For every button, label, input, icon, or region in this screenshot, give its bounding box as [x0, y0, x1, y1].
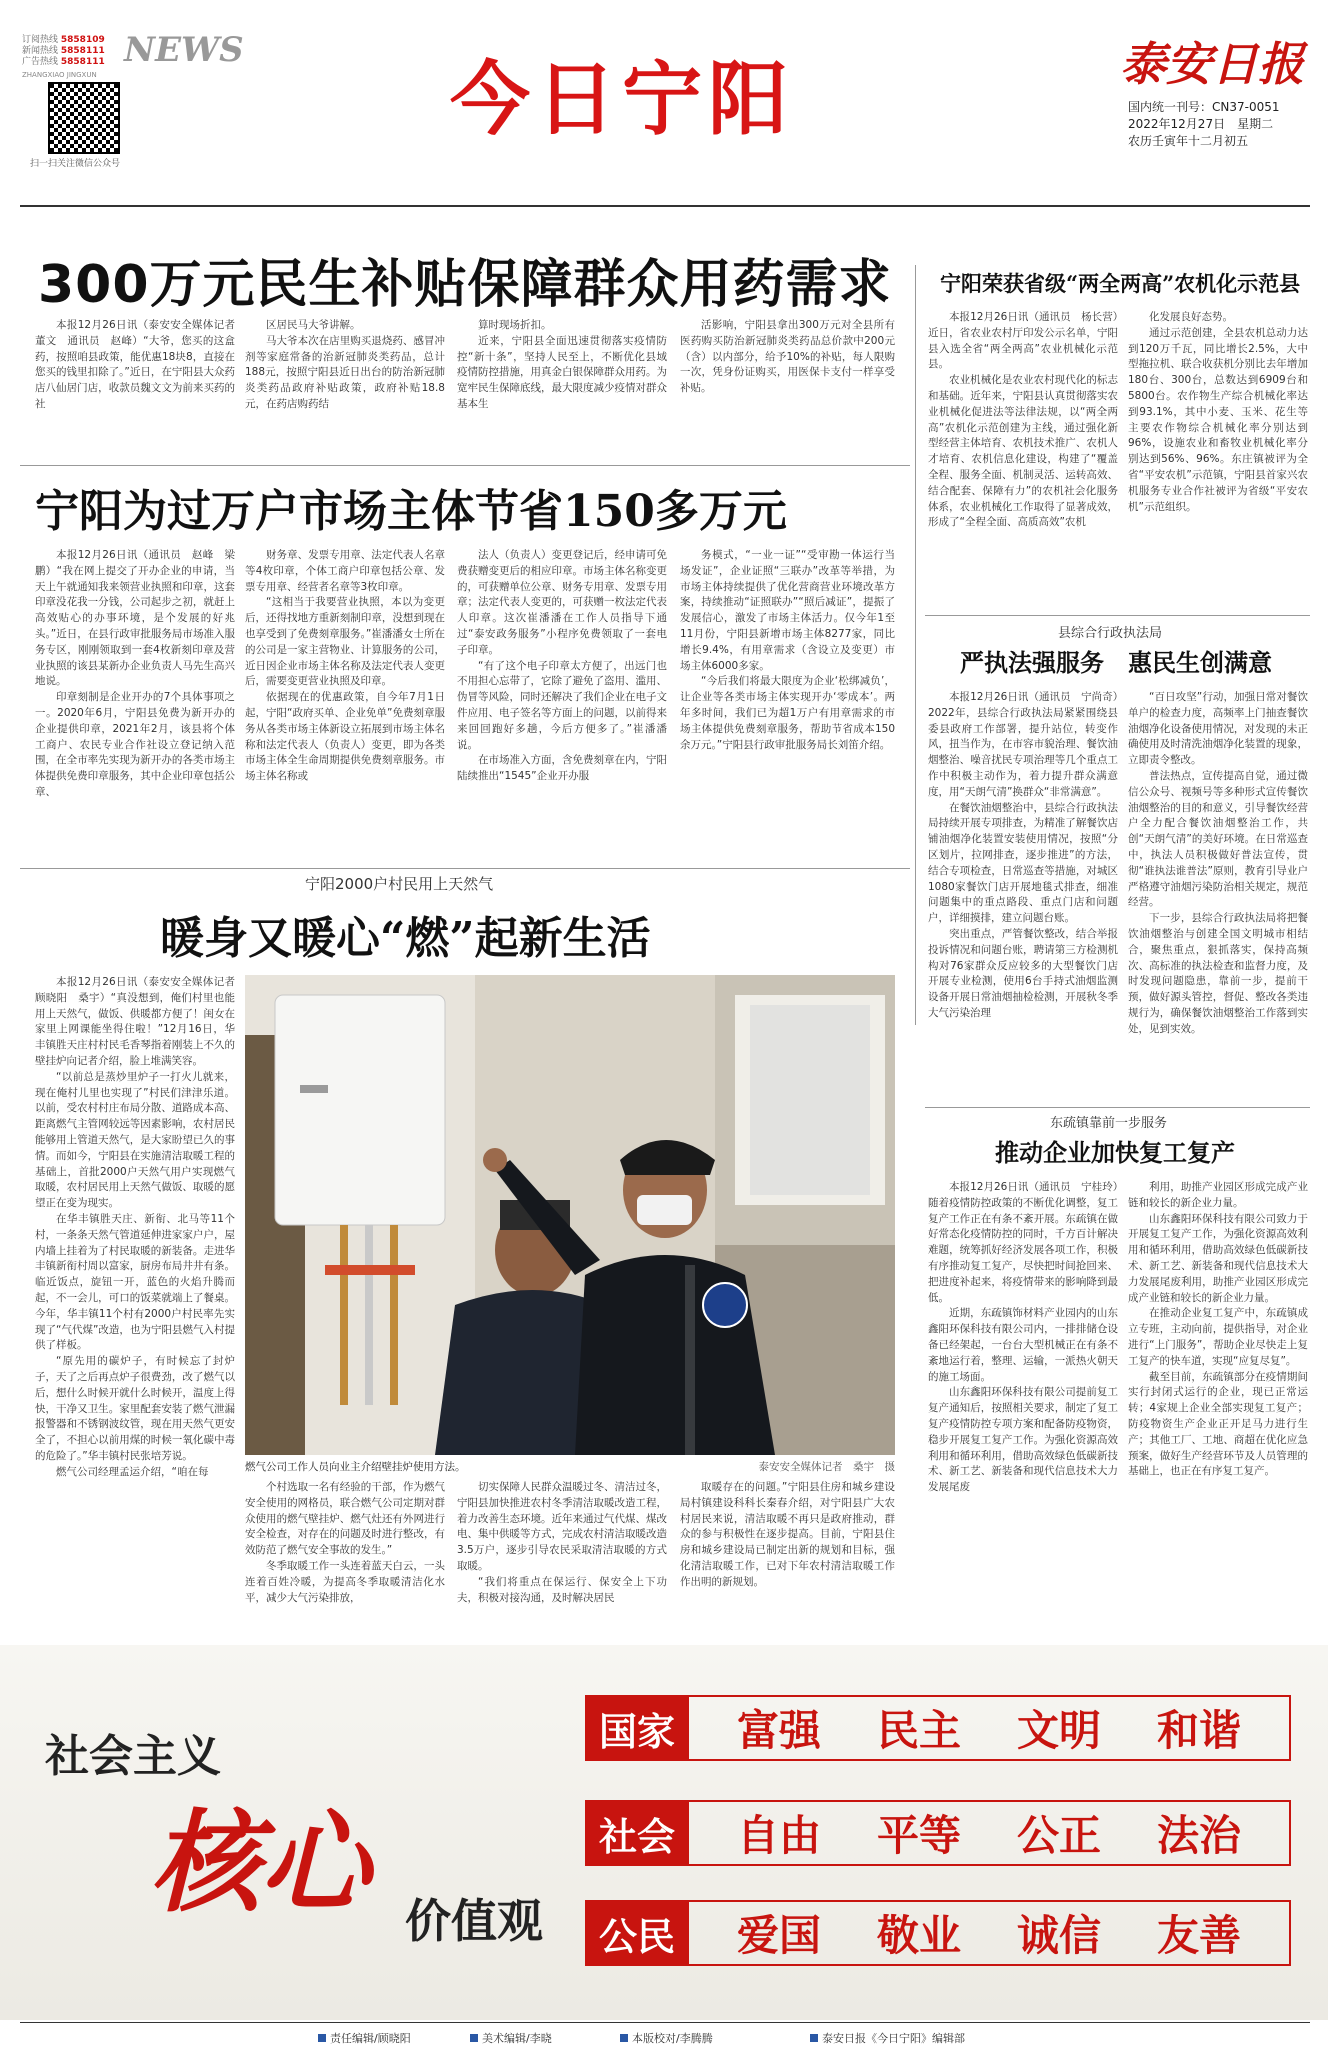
article-column: 本报12月26日讯（通讯员 宁桂玲）随着疫情防控政策的不断优化调整，复工复产工作正在有条不紊开展。东疏镇在做好常态化疫情防控的同时，千方百计解决难题，统筹抓好经济发展各项工作，积极有序推动复工复产，尽快把时间抢回来、把进度补起来，将疫情带来的影响降到最低。 近期，东疏镇饰材料产业园内的山东鑫阳环保科技有限公司内，一排排储仓设备已经架起，一台台大型机械正在有条不紊地运行着，整理、运输，一派热火朝天的施工场面。 山东鑫阳环保科技有限公司提前复工复产通知后，按照相关要求，制定了复工复产疫情防控专项方案和配备防疫物资，稳步开展复工复产工作。为强化资源高效利用和循环利用，借助高效绿色低碳新技术、新工艺、新装备和现代信息技术大力发展尾废: [928, 1181, 1118, 1494]
headline: 宁阳荣获省级“两全两高”农机化示范县: [940, 271, 1301, 296]
section-divider: [20, 465, 910, 466]
photo-caption: [245, 1459, 895, 1474]
article-column: 算时现场折扣。 近来，宁阳县全面迅速贯彻落实疫情防控“新十条”，坚持人民至上，不断优化县域疫情防控措施，用真金白银保障群众用药。为宽牢民生保障底线，最大限度减少疫情对群众基本生: [457, 319, 667, 410]
square-icon: [470, 2034, 478, 2042]
footer-credit: [318, 2030, 411, 2046]
cn-number: 国内统一刊号：CN37-0051: [1128, 100, 1280, 114]
banner-title-core: 核心: [150, 1798, 370, 1927]
footer-credit: [470, 2030, 552, 2046]
article-column: 务模式，“一业一证”“受审勘一体运行当场发证”，企业证照“三联办”改革等举措，为市场主体持续提供了优化营商营业环境改革方案，持续推动“证照联办”“照后减证”，提振了发展信心，激发了市场主体活力。仅今年1至11月份，宁阳县新增市场主体8277家，同比增长9.4%，有用章需求（含设立及变更）市场主体6000多家。 “今后我们将最大限度为企业‘松绑减负’，让企业等各类市场主体实现开办‘零成本’。两年多时间，我们已为超1万户有用章需求的市场主体提供免费刻章服务，帮助节省成本150余万元。”宁阳县行政审批服务局长刘笛介绍。: [680, 549, 895, 751]
article-column: 本报12月26日讯（通讯员 宁尚奇）2022年，县综合行政执法局紧紧围绕县委县政府工作部署，提升站位，转变作风，扭当作为，在市容市貌治理、餐饮油烟整治、噪音扰民专项治理等几个重点工作中积极主动作为，着力提升群众满意度，用“天朗气清”换群众“非常满意”。 在餐饮油烟整治中，县综合行政执法局持续开展专项排查，为精准了解餐饮店铺油烟净化装置安装使用情况，按照“分区划片，拉网排查，逐步推进”的方法，结合专项检查，日常巡查等措施，对城区1080家餐饮门店开展地毯式排查，细准问题集中的重点路段、重点门店和问题户，详细摸排，建立问题台账。 突出重点，严管餐饮整改，结合举报投诉情况和问题台账，聘请第三方检测机构对76家群众反应较多的大型餐饮门店开展专业检测，使用6台手持式油烟监测设备开展日常油烟抽检检测，开展秋冬季大气污染治理: [928, 691, 1118, 1019]
section-title: 今日宁阳: [450, 52, 794, 146]
banner-title-top: 社会主义: [45, 1731, 221, 1782]
article-column: 区居民马大爷讲解。 马大爷本次在店里购买退烧药、感冒冲剂等家庭常备的治新冠肺炎类药品，总计188元，按照宁阳县近日出台的防治新冠肺炎类药品政府补贴政策，政府补贴18.8元，在药店购药结: [245, 319, 445, 410]
values-banner: [0, 1645, 1328, 2020]
headline: 推动企业加快复工复产: [995, 1138, 1235, 1167]
value-item: 诚信: [1016, 1911, 1101, 1960]
value-item: 爱国: [736, 1911, 821, 1960]
section-divider: [925, 1107, 1310, 1108]
hotline-number: 5858111: [60, 46, 105, 56]
values-tag: 公民: [585, 1900, 689, 1966]
banner-title-bottom: 价值观: [405, 1894, 543, 1948]
article-column: 利用，助推产业园区形成完成产业链和较长的新企业力量。 山东鑫阳环保科技有限公司致力于开展复工复产工作，为强化资源高效利用和循环利用，借助高效绿色低碳新技术、新工艺、新装备和现代信息技术大力发展尾废利用，助推产业园区形成完成产业链和较长的新企业力量。 在推动企业复工复产中，东疏镇成立专班，主动向前，提供指导，对企业进行“上门服务”，帮助企业尽快走上复工复产的快车道，实现“应复尽复”。 截至目前，东疏镇部分在疫情期间实行封闭式运行的企业，现已正常运转；4家规上企业全部实现复工复产；防疫物资生产企业正开足马力进行生产；其他工厂、工地、商超在优化应急预案，做好生产经营环节及人员管理的基础上，也正在有序复工复产。: [1128, 1181, 1308, 1478]
square-icon: [810, 2034, 818, 2042]
news-sub: ZHANGXIAO JINGXUN: [22, 71, 97, 79]
kicker: 东疏镇靠前一步服务: [1050, 1116, 1168, 1131]
values-box: [689, 1800, 1291, 1866]
square-icon: [620, 2034, 628, 2042]
section-divider: [925, 615, 1310, 616]
value-item: 公正: [1016, 1811, 1101, 1860]
value-item: 法治: [1156, 1811, 1241, 1860]
article-column: 本报12月26日讯（通讯员 杨长营）近日，省农业农村厅印发公示名单，宁阳县入选全省“两全两高”农业机械化示范县。 农业机械化是农业农村现代化的标志和基础。近年来，宁阳县认真贯彻落实农业机械化促进法等法律法规，以“两全两高”农机化示范创建为主线，通过强化新型经营主体培育、农机技术推广、农机人才培育、农机信息化建设，构建了“覆盖全程、服务全面、机制灵活、运转高效、结合配套、保障有力”的农机社会化服务体系，农业机械化工作取得了显著成效，形成了“全程全面、高质高效”农机: [928, 311, 1118, 529]
hotline-label: 订阅热线: [22, 35, 59, 45]
values-row-society: [585, 1800, 1291, 1866]
footer-text: 美术编辑/李晓: [482, 2032, 552, 2045]
news-photo: [245, 975, 895, 1455]
section-divider: [20, 868, 910, 869]
footer-text: 泰安日报《今日宁阳》编辑部: [822, 2032, 965, 2045]
news-mark: NEWS: [124, 30, 244, 70]
headline: 严执法强服务 惠民生创满意: [960, 648, 1272, 677]
value-item: 和谐: [1156, 1706, 1241, 1755]
qr-caption: 扫一扫关注微信公众号: [30, 159, 121, 169]
issue-date: 2022年12月27日 星期二: [1128, 117, 1274, 131]
qr-code-icon: [48, 82, 120, 154]
article-column: “百日攻坚”行动，加强日常对餐饮单户的检查力度，高频率上门抽查餐饮油烟净化设备使用情况，对发现的未正确使用及时清洗油烟净化装置的现象，立即责令整改。 普法热点，宣传提高自觉，通过微信公众号、视频号等多种形式宣传餐饮油烟整治的目的和意义，引导餐饮经营户全力配合餐饮油烟整治工作，共创“天朗气清”的美好环境。在日常巡查中，执法人员积极做好普法宣传，贯彻“谁执法谁普法”原则，教育引导业户严格遵守油烟污染防治相关规定，规范经营。 下一步，县综合行政执法局将把餐饮油烟整治与创建全国文明城市相结合，聚焦重点，狠抓落实，保持高频次、高标准的执法检查和监督力度，及时发现问题隐患，靠前一步，提前干预，做好源头管控，督促、整改各类违规行为，确保餐饮油烟整治工作落到实处，见到实效。: [1128, 691, 1308, 1035]
photo-illustration: [245, 975, 895, 1455]
article-column: 法人（负责人）变更登记后，经申请可免费获赠变更后的相应印章。市场主体名称变更的，可获赠单位公章、财务专用章、发票专用章；法定代表人变更的，可获赠一枚法定代表人印章。这次崔潘潘在工作人员指导下通过“泰安政务服务”小程序免费领取了一套电子印章。 “有了这个电子印章太方便了，出远门也不用担心忘带了，它除了避免了盗用、滥用、伪冒等风险，同时还解决了我们企业在电子文件应用、电子签名等方面上的问题，以前得来来回回跑好多趟，今后方便多了。”崔潘潘说。 在市场准入方面，含免费刻章在内，宁阳陆续推出“1545”企业开办服: [457, 549, 667, 783]
square-icon: [318, 2034, 326, 2042]
value-item: 友善: [1156, 1911, 1241, 1960]
values-box: [689, 1695, 1291, 1761]
values-tag: 社会: [585, 1800, 689, 1866]
masthead-rule: [20, 205, 1310, 207]
photo-credit: 泰安安全媒体记者 桑宇 摄: [758, 1461, 895, 1473]
article-column: 化发展良好态势。 通过示范创建，全县农机总动力达到120万千瓦，同比增长2.5%，大中型拖拉机、联合收获机分别比去年增加180台、300台，总数达到6909台和5800台。农作物生产综合机械化率达到93.1%，其中小麦、玉米、花生等主要农作物综合机械化率分别达到96%，设施农业和畜牧业机械化率分别达到56%、96%。东庄镇被评为全省“平安农机”示范镇，宁阳县首家兴农机服务专业合作社被评为省级“平安农机”示范组织。: [1128, 311, 1308, 513]
article-column: 本报12月26日讯（泰安安全媒体记者 董文 通讯员 赵峰）“大爷，您买的这盒药，按照咱县政策，能优惠18块8，直接在您买的钱里扣除了。”近日，在宁阳县大众药店八仙居门店，收款员魏文文为前来买药的社: [35, 319, 246, 410]
footer-rule: [20, 2022, 1310, 2023]
article-column: 本报12月26日讯（通讯员 赵峰 梁鹏）“我在网上提交了开办企业的申请，当天上午就通知我来领营业执照和印章，这套印章没花我一分钱，公司起步之初，就赶上高效贴心的办事环境，是个发展的好兆头。”近日，在县行政审批服务局市场准入服务专区，刚刚领取到一套4枚新刻印章及营业执照的该县某新办企业负责人马先生高兴地说。 印章刻制是企业开办的7个具体事项之一。2020年6月，宁阳县免费为新开办的企业提供印章，2021年2月，该县将个体工商户、农民专业合作社设立登记纳入范围，在全市率先实现为新开办的各类市场主体提供免费印章服务，其中企业印章包括公章、: [35, 549, 235, 798]
column-divider: [915, 265, 916, 1025]
values-row-citizen: [585, 1900, 1291, 1966]
article-column: 切实保障人民群众温暖过冬、清洁过冬，宁阳县加快推进农村冬季清洁取暖改造工程，着力改善生态环境。近年来通过气代煤、煤改电、集中供暖等方式，完成农村清洁取暖改造3.5万户，逐步引导农民采取清洁取暖的方式取暖。 “我们将重点在保运行、保安全上下功夫，积极对接沟通，及时解决居民: [457, 1481, 667, 1604]
footer-credit: [810, 2030, 965, 2046]
footer-text: 责任编辑/顾晓阳: [330, 2032, 411, 2045]
article-column: 财务章、发票专用章、法定代表人名章等4枚印章，个体工商户印章包括公章、发票专用章、经营者名章等3枚印章。 “这相当于我要营业执照，本以为变更后，还得找地方重新刻制印章，没想到现在也享受到了免费刻章服务。”崔潘潘女士所在的公司是一家主营物业、计算服务的公司，近日因企业市场主体名称及法定代表人变更后，需要变更营业执照及印章。 依据现在的优惠政策，自今年7月1日起，宁阳“政府买单、企业免单”免费刻章服务从各类市场主体新设立拓展到市场主体名称和法定代表人（负责人）变更，即为各类市场主体全生命周期提供免费刻章服务。市场主体名称或: [245, 549, 445, 783]
lunar-date: 农历壬寅年十二月初五: [1128, 134, 1249, 148]
hotline-number: 5858111: [60, 57, 105, 67]
value-item: 文明: [1016, 1706, 1101, 1755]
kicker: 县综合行政执法局: [1058, 626, 1163, 641]
value-item: 敬业: [876, 1911, 961, 1960]
value-item: 自由: [736, 1811, 821, 1860]
hotline-label: 新闻热线: [22, 46, 59, 56]
hotline-number: 5858109: [60, 35, 105, 45]
article-column: 取暖存在的问题。”宁阳县住房和城乡建设局村镇建设科科长秦春介绍，对宁阳县广大农村居民来说，清洁取暖不再只是政府推动，群众的参与积极性在逐步提高。目前，宁阳县住房和城乡建设局已制定出新的规划和目标，强化清洁取暖工作，已对下年农村清洁取暖工作作出明的新规划。: [680, 1481, 895, 1588]
values-tag: 国家: [585, 1695, 689, 1761]
value-item: 富强: [736, 1706, 821, 1755]
newspaper-logo: 泰安日报: [1120, 37, 1304, 91]
kicker: 宁阳2000户村民用上天然气: [305, 875, 494, 893]
footer-text: 本版校对/李腾腾: [632, 2032, 713, 2045]
values-row-nation: [585, 1695, 1291, 1761]
headline: 宁阳为过万户市场主体节省150多万元: [35, 486, 787, 537]
article-column: 本报12月26日讯（泰安安全媒体记者 顾晓阳 桑宇）“真没想到，俺们村里也能用上天然气，做饭、供暖都方便了！闺女在家里上网课能坐得住啦！”12月16日，华丰镇胜天庄村村民毛香琴指着刚装上不久的壁挂炉向记者介绍，脸上堆满笑容。 “以前总是蒸炒里炉子一打火儿就来，现在俺村儿里也实现了”村民们津津乐道。以前，受农村村庄布局分散、道路成本高、距离燃气主管网较远等因素影响，农村居民能够用上管道天然气，是大家盼望已久的事情。而如今，宁阳县在实施清洁取暖工程的基础上，首批2000户天然气用户实现燃气取暖，农村居民用上天然气做饭、取暖的愿望正在变为现实。 在华丰镇胜天庄、新衔、北马等11个村，一条条天然气管道延伸进家家户户，屋内墙上挂着为了村民取暖的新装备。走进华丰镇新衔村周以富家，厨房布局井井有条。临近饭点，旋钮一开，蓝色的火焰升腾而起，不一会儿，可口的饭菜就端上了餐桌。今年，华丰镇11个村有2000户村民率先实现了“气代煤”改造，也为宁阳县燃气入村提供了样板。 “原先用的碳炉子，有时候忘了封炉子，天了之后再点炉子很费劲，改了燃气以后，想什么时候开就什么时候开，温度上得快，干净又卫生。家里配套安装了燃气泄漏报警器和不锈钢波纹管，现在用天然气更安全了，不担心以前用煤的时候一氧化碳中毒的危险了。”华丰镇村民张培芳说。 燃气公司经理孟运介绍，“咱在每: [35, 976, 246, 1478]
hotline-block: [22, 35, 105, 68]
article-column: 活影响，宁阳县拿出300万元对全县所有医药购买防治新冠肺炎类药品总价款中200元（含）以内部分，给予10%的补贴，每人限购一次，凭身份证购买，用医保卡支付一样享受补贴。: [680, 319, 895, 395]
value-item: 民主: [876, 1706, 961, 1755]
footer-credit: [620, 2030, 713, 2046]
values-box: [689, 1900, 1291, 1966]
value-item: 平等: [876, 1811, 961, 1860]
caption-text: 燃气公司工作人员向业主介绍壁挂炉使用方法。: [245, 1461, 466, 1473]
hotline-label: 广告热线: [22, 57, 59, 67]
headline: 300万元民生补贴保障群众用药需求: [38, 255, 892, 315]
headline: 暖身又暖心“燃”起新生活: [160, 913, 651, 964]
article-column: 个村选取一名有经验的干部，作为燃气安全使用的网格员，联合燃气公司定期对群众使用的燃气壁挂炉、燃气灶还有外网进行安全检查，对存在的问题及时进行整改，有效防范了燃气安全事故的发生。” 冬季取暖工作一头连着蓝天白云，一头连着百姓冷暖，为提高冬季取暖清洁化水平，减少大气污染排放，: [245, 1481, 445, 1604]
